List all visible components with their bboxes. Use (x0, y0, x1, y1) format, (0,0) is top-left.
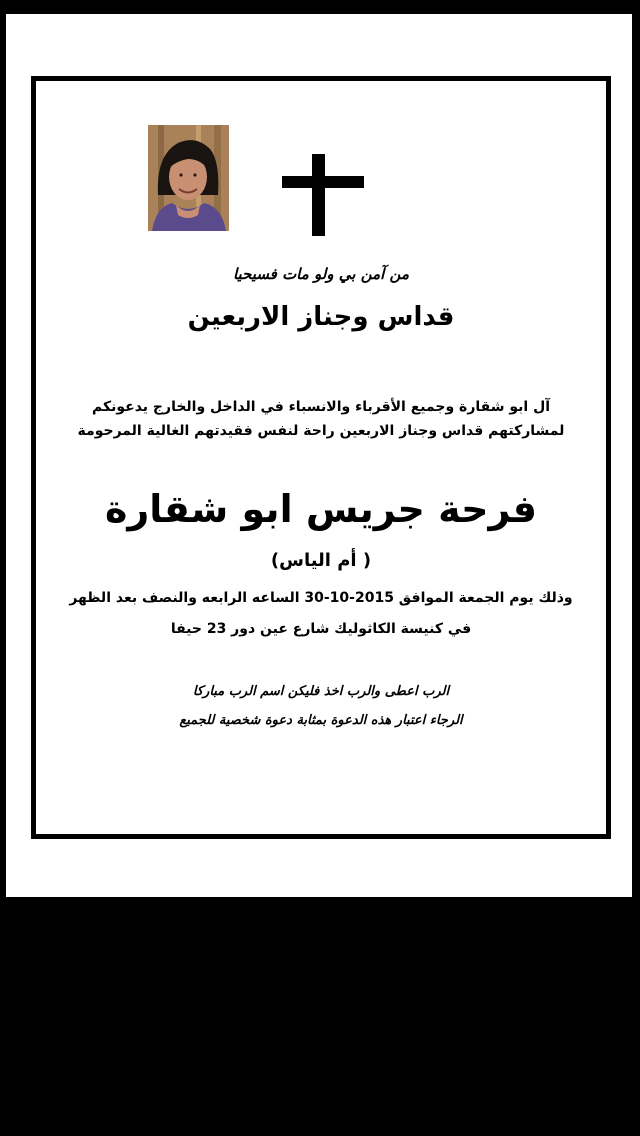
cross-vertical-bar (312, 154, 325, 236)
portrait-photo (148, 125, 229, 231)
deceased-name: فرحة جريس ابو شقارة (104, 487, 538, 531)
cross-horizontal-bar (282, 176, 364, 188)
notice-heading: قداس وجناز الاربعين (187, 302, 455, 332)
blessing-line: الرب اعطى والرب اخذ فليكن اسم الرب مباركا (192, 684, 450, 699)
service-place: في كنيسة الكاثوليك شارع عين دور 23 حيفا (170, 621, 472, 637)
invitation-line-1: آل ابو شقارة وجميع الأقرباء والانسباء في الداخل والخارج يدعونكم (91, 399, 551, 415)
bible-verse: من آمن بي ولو مات فسيحيا (232, 265, 409, 283)
deceased-nickname: ( أم الياس) (270, 550, 372, 571)
personal-invitation-request: الرجاء اعتبار هذه الدعوة بمثابة دعوة شخصية للجميع (179, 713, 463, 728)
cross-icon (282, 154, 364, 236)
invitation-line-2: لمشاركتهم قداس وجناز الاربعين راحة لنفس فقيدتهم الغالية المرحومة (77, 423, 565, 439)
service-date: وذلك يوم الجمعة الموافق 2015-10-30 الساعه الرابعه والنصف بعد الظهر (69, 590, 573, 606)
funeral-notice-card (31, 76, 611, 839)
